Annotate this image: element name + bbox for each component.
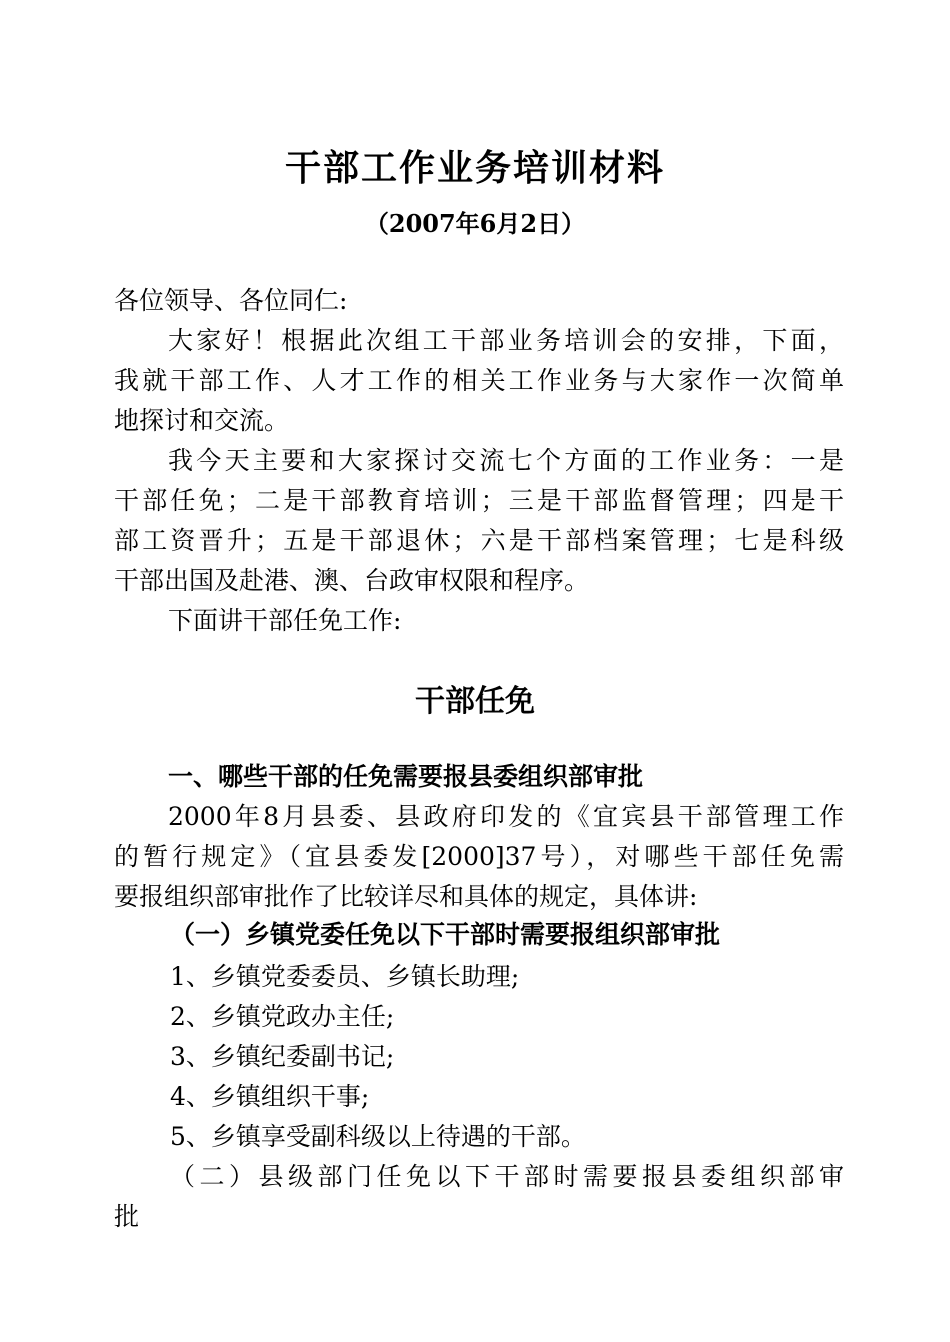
paragraph-2-line-4: 干部出国及赴港、澳、台政审权限和程序。 bbox=[114, 566, 590, 595]
subheading-2-line-2: 批 bbox=[114, 1202, 140, 1231]
subheading-2-line-1: （二）县级部门任免以下干部时需要报县委组织部审 bbox=[170, 1162, 844, 1191]
paragraph-4-line-1: 2000年8月县委、县政府印发的《宜宾县干部管理工作 bbox=[168, 802, 844, 831]
salutation: 各位领导、各位同仁: bbox=[114, 286, 348, 315]
list-item: 1、乡镇党委委员、乡镇长助理; bbox=[170, 962, 520, 991]
list-item: 5、乡镇享受副科级以上待遇的干部。 bbox=[170, 1122, 586, 1151]
list-item: 4、乡镇组织干事; bbox=[170, 1082, 370, 1111]
paragraph-1-line-3: 地探讨和交流。 bbox=[114, 406, 290, 435]
paragraph-3: 下面讲干部任免工作: bbox=[168, 606, 402, 635]
document-date: （2007年6月2日） bbox=[364, 209, 586, 238]
section-title: 干部任免 bbox=[415, 684, 535, 719]
paragraph-1-line-2: 我就干部工作、人才工作的相关工作业务与大家作一次简单 bbox=[114, 366, 844, 395]
subheading-1: （一）乡镇党委任免以下干部时需要报组织部审批 bbox=[170, 920, 721, 949]
list-item: 3、乡镇纪委副书记; bbox=[170, 1042, 395, 1071]
heading-1: 一、哪些干部的任免需要报县委组织部审批 bbox=[168, 762, 644, 791]
paragraph-1-line-1: 大家好！根据此次组工干部业务培训会的安排，下面， bbox=[168, 326, 844, 355]
list-item: 2、乡镇党政办主任; bbox=[170, 1002, 395, 1031]
paragraph-2-line-2: 干部任免；二是干部教育培训；三是干部监督管理；四是干 bbox=[114, 486, 844, 515]
paragraph-2-line-3: 部工资晋升；五是干部退休；六是干部档案管理；七是科级 bbox=[114, 526, 844, 555]
document-title: 干部工作业务培训材料 bbox=[284, 148, 665, 189]
paragraph-2-line-1: 我今天主要和大家探讨交流七个方面的工作业务：一是 bbox=[168, 446, 844, 475]
paragraph-4-line-2: 的暂行规定》（宜县委发[2000]37号），对哪些干部任免需 bbox=[114, 842, 844, 871]
paragraph-4-line-3: 要报组织部审批作了比较详尽和具体的规定，具体讲: bbox=[114, 882, 698, 911]
